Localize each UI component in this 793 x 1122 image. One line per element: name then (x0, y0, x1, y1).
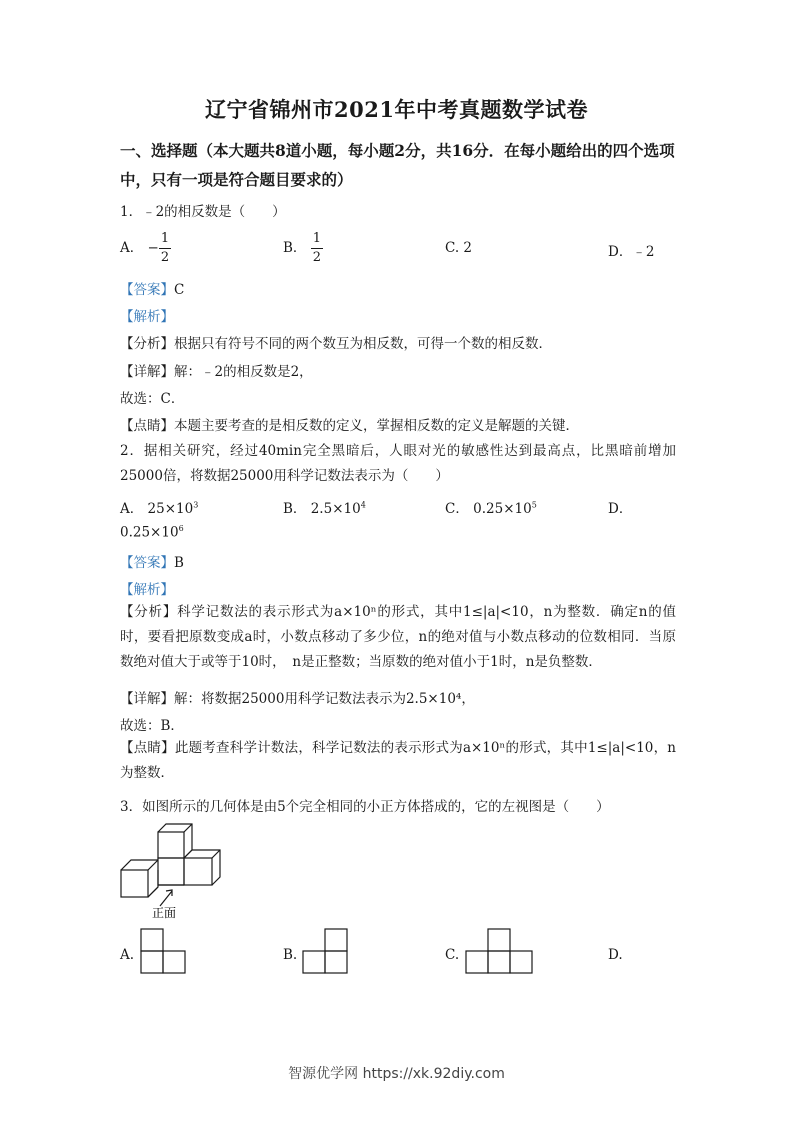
q1-guxuan: 故选：C． (120, 391, 185, 407)
q3-option-d-label: D. (608, 947, 623, 963)
q1-option-b-label: B． (283, 240, 307, 256)
q3-option-c-figure (465, 928, 535, 976)
q2-option-c-base: 0.25×10 (473, 501, 532, 517)
fraction-denominator: 2 (312, 250, 321, 265)
fenxi-text: 科学记数法的表示形式为a×10ⁿ的形式，其中1≤|a|<10，n为整数．确定n的值时，要看把原数变成a时，小数点移动了多少位，n的绝对值与小数点移动的位数相同．当原数绝对值大于或等于10时， n是正整数；当原数的绝对值小于1时，n是负整数． (120, 604, 677, 670)
q1-option-a-fraction (159, 230, 171, 267)
cube-face (158, 858, 184, 885)
q3-option-a-figure (140, 928, 188, 976)
q1-option-b (283, 230, 323, 267)
q1-answer (120, 278, 184, 298)
q3-option-b-figure (302, 928, 350, 976)
q2-option-b-exponent: 4 (360, 500, 366, 510)
answer-value: B (174, 555, 184, 571)
q2-option-d-label: D． (608, 501, 633, 517)
q2-stem: 2．据相关研究，经过40min完全黑暗后，人眼对光的敏感性达到最高点，比黑暗前增加25000倍，将数据25000用科学记数法表示为（ ） (120, 443, 676, 484)
q2-option-b-base: 2.5×10 (310, 501, 361, 517)
q2-option-d-base: 0.25×10 (120, 524, 179, 541)
xiangjie-text: 解：将数据25000用科学记数法表示为2.5×10⁴， (174, 691, 475, 707)
cube-face (121, 870, 148, 897)
q2-dianjing (120, 736, 676, 786)
answer-tag: 【答案】 (120, 282, 174, 298)
q1-analysis-tag: 【解析】 (120, 309, 174, 325)
q3-option-c-label: C. (445, 947, 460, 963)
dianjing-tag: 【点睛】 (120, 740, 175, 756)
section-heading: 一、选择题（本大题共8道小题，每小题2分，共16分．在每小题给出的四个选项中，只有一项是符合题目要求的） (120, 141, 675, 189)
q2-xiangjie (120, 687, 475, 707)
fraction-numerator: 1 (159, 230, 171, 249)
fraction-numerator: 1 (311, 230, 323, 249)
q2-option-d-exponent: 6 (178, 524, 184, 533)
cube-face (158, 832, 184, 858)
xiangjie-tag: 【详解】 (120, 691, 174, 707)
q3-option-a-label: A. (120, 947, 135, 963)
page-title: 辽宁省锦州市2021年中考真题数学试卷 (205, 97, 588, 122)
q3-solid-figure (120, 820, 220, 920)
q2-fenxi (120, 600, 676, 675)
dianjing-tag: 【点睛】 (120, 418, 174, 434)
fraction-denominator: 2 (160, 250, 170, 265)
q1-option-a (120, 230, 171, 267)
q1-stem: 1．﹣2的相反数是（ ） (120, 204, 286, 220)
q1-option-d: D．﹣2 (608, 244, 655, 260)
q2-option-c (445, 497, 537, 517)
cube-edge (148, 887, 158, 897)
q1-option-c: C. 2 (445, 240, 473, 256)
q2-answer (120, 551, 184, 571)
front-label: 正面 (152, 906, 177, 920)
q2-option-a-label: A． (120, 501, 144, 517)
q3-option-b-label: B. (283, 947, 298, 963)
q2-option-c-label: C． (445, 501, 469, 517)
q2-option-a-exponent: 3 (193, 500, 199, 510)
cube-edge (148, 860, 158, 870)
q2-option-b (283, 497, 366, 517)
q2-option-c-exponent: 5 (531, 500, 537, 510)
q2-guxuan: 故选：B． (120, 718, 184, 734)
front-arrow-line (160, 891, 172, 906)
dianjing-text: 本题主要考查的是相反数的定义，掌握相反数的定义是解题的关键． (174, 418, 579, 434)
q1-xiangjie (120, 360, 313, 380)
q2-option-a-base: 25×10 (147, 501, 194, 517)
q1-fenxi (120, 332, 552, 352)
q2-option-a (120, 497, 198, 517)
fenxi-text: 根据只有符号不同的两个数互为相反数，可得一个数的相反数． (174, 336, 552, 352)
q1-option-a-sign: − (147, 240, 159, 256)
q2-option-d (120, 524, 184, 541)
answer-value: C (174, 282, 185, 298)
xiangjie-tag: 【详解】 (120, 364, 174, 380)
xiangjie-text: 解：﹣2的相反数是2， (174, 364, 313, 380)
dianjing-text: 此题考查科学计数法，科学记数法的表示形式为a×10ⁿ的形式，其中1≤|a|<10，n为整数． (120, 740, 677, 781)
footer-watermark: 智源优学网 https://xk.92diy.com (288, 1066, 505, 1082)
q1-option-b-fraction (311, 230, 323, 267)
fenxi-tag: 【分析】 (120, 336, 174, 352)
q2-option-b-label: B． (283, 501, 307, 517)
q1-dianjing (120, 414, 579, 434)
q1-option-a-label: A． (120, 240, 144, 256)
fenxi-tag: 【分析】 (120, 604, 178, 620)
cube-edge (184, 824, 192, 832)
cube-edge (212, 850, 220, 858)
q2-analysis-tag: 【解析】 (120, 582, 174, 598)
cube-face (184, 858, 212, 885)
q3-stem: 3．如图所示的几何体是由5个完全相同的小正方体搭成的，它的左视图是（ ） (120, 799, 610, 815)
answer-tag: 【答案】 (120, 555, 174, 571)
cube-edge (148, 870, 158, 897)
